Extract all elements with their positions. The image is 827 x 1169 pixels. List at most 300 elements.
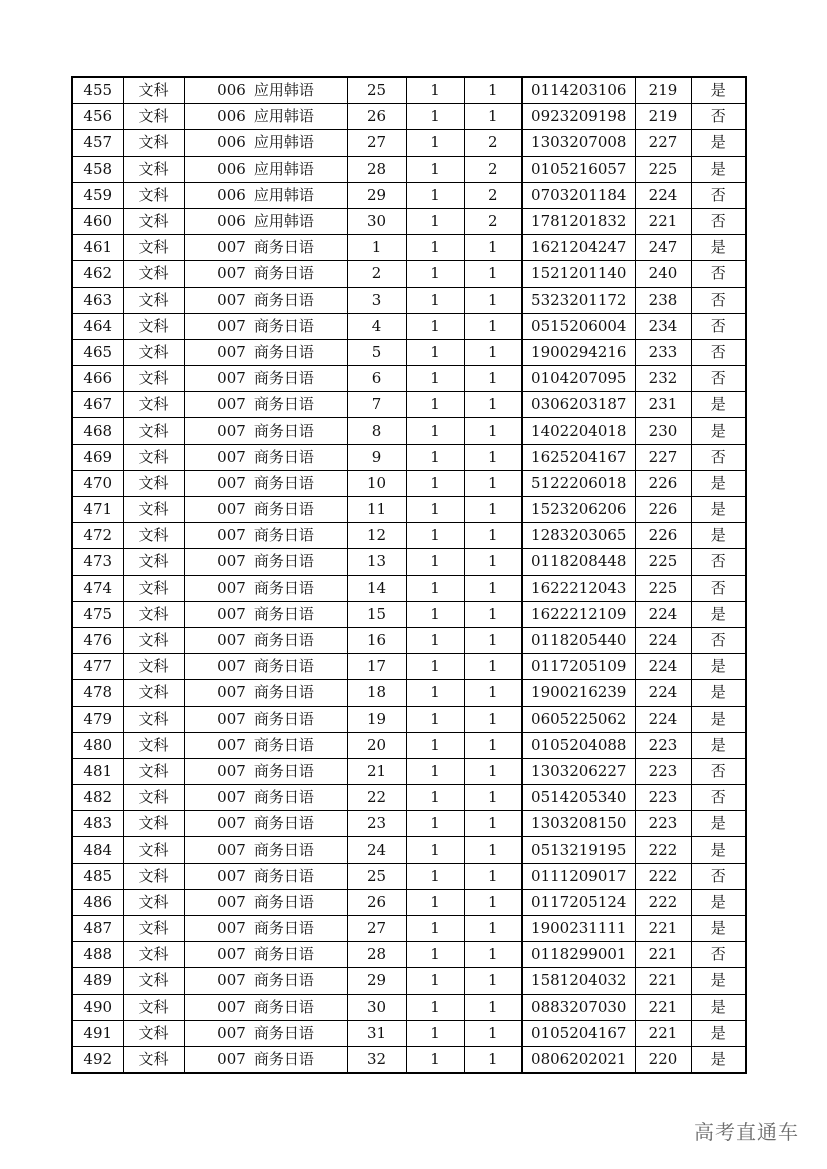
cell-id: 1781201832 [522,208,635,234]
table-row [72,339,746,365]
cell-category: 文科 [123,182,184,208]
cell-score: 223 [635,811,691,837]
cell-rank: 30 [347,994,406,1020]
cell-flag: 否 [691,549,746,575]
major-name: 商务日语 [253,788,314,807]
cell-a: 1 [406,418,464,444]
table-row [72,1020,746,1046]
major-name: 商务日语 [253,604,314,623]
cell-a: 1 [406,470,464,496]
cell-major [184,601,347,627]
table-row [72,523,746,549]
cell-score: 233 [635,339,691,365]
cell-category: 文科 [123,916,184,942]
cell-major [184,313,347,339]
cell-flag: 否 [691,758,746,784]
cell-id: 1900231111 [522,916,635,942]
cell-score: 221 [635,1020,691,1046]
table-row [72,130,746,156]
cell-no: 469 [72,444,123,470]
cell-category: 文科 [123,758,184,784]
major-code: 007 [217,369,246,388]
cell-flag: 是 [691,916,746,942]
cell-no: 466 [72,366,123,392]
cell-category: 文科 [123,235,184,261]
cell-rank: 32 [347,1046,406,1073]
cell-rank: 30 [347,208,406,234]
cell-a: 1 [406,104,464,130]
table-row [72,627,746,653]
cell-no: 476 [72,627,123,653]
admission-table [71,76,747,1074]
cell-no: 457 [72,130,123,156]
cell-b: 1 [464,313,522,339]
cell-score: 227 [635,444,691,470]
cell-score: 227 [635,130,691,156]
major-name: 商务日语 [253,866,314,885]
cell-b: 1 [464,104,522,130]
cell-score: 224 [635,182,691,208]
table-row [72,261,746,287]
cell-rank: 2 [347,261,406,287]
table-row [72,208,746,234]
cell-rank: 3 [347,287,406,313]
table-row [72,863,746,889]
cell-category: 文科 [123,654,184,680]
major-name: 商务日语 [253,290,314,309]
cell-rank: 19 [347,706,406,732]
cell-major [184,916,347,942]
cell-id: 0118205440 [522,627,635,653]
cell-rank: 25 [347,863,406,889]
cell-score: 221 [635,968,691,994]
cell-major [184,811,347,837]
cell-category: 文科 [123,942,184,968]
major-code: 007 [217,657,246,676]
cell-category: 文科 [123,549,184,575]
cell-major [184,523,347,549]
table-row [72,392,746,418]
major-code: 006 [217,185,246,204]
cell-a: 1 [406,287,464,313]
table-row [72,706,746,732]
cell-id: 5122206018 [522,470,635,496]
cell-rank: 16 [347,627,406,653]
cell-score: 219 [635,104,691,130]
major-code: 007 [217,735,246,754]
cell-category: 文科 [123,130,184,156]
cell-major [184,130,347,156]
cell-major [184,837,347,863]
cell-no: 486 [72,889,123,915]
major-code: 007 [217,840,246,859]
table-row [72,994,746,1020]
cell-flag: 否 [691,313,746,339]
cell-category: 文科 [123,994,184,1020]
cell-major [184,863,347,889]
cell-rank: 5 [347,339,406,365]
cell-a: 1 [406,261,464,287]
table-row [72,77,746,104]
table-row [72,1046,746,1073]
cell-score: 224 [635,654,691,680]
cell-score: 247 [635,235,691,261]
cell-rank: 27 [347,130,406,156]
cell-a: 1 [406,366,464,392]
major-name: 商务日语 [253,264,314,283]
cell-b: 1 [464,497,522,523]
major-code: 007 [217,290,246,309]
cell-id: 1521201140 [522,261,635,287]
cell-major [184,994,347,1020]
cell-id: 1622212109 [522,601,635,627]
cell-a: 1 [406,444,464,470]
cell-flag: 是 [691,497,746,523]
cell-major [184,182,347,208]
major-name: 应用韩语 [253,81,314,100]
major-name: 商务日语 [253,997,314,1016]
cell-score: 224 [635,627,691,653]
cell-major [184,968,347,994]
cell-score: 232 [635,366,691,392]
cell-rank: 11 [347,497,406,523]
cell-rank: 27 [347,916,406,942]
major-name: 应用韩语 [253,159,314,178]
cell-no: 475 [72,601,123,627]
cell-no: 472 [72,523,123,549]
cell-score: 223 [635,785,691,811]
cell-rank: 10 [347,470,406,496]
table-row [72,968,746,994]
cell-score: 231 [635,392,691,418]
major-code: 007 [217,814,246,833]
cell-score: 219 [635,77,691,104]
cell-flag: 是 [691,1046,746,1073]
cell-a: 1 [406,549,464,575]
cell-flag: 是 [691,418,746,444]
major-name: 商务日语 [253,945,314,964]
major-code: 007 [217,395,246,414]
table-row [72,313,746,339]
cell-id: 0118299001 [522,942,635,968]
cell-a: 1 [406,1020,464,1046]
cell-flag: 是 [691,968,746,994]
cell-rank: 6 [347,366,406,392]
cell-b: 1 [464,680,522,706]
cell-no: 473 [72,549,123,575]
cell-flag: 是 [691,654,746,680]
cell-major [184,235,347,261]
cell-major [184,758,347,784]
major-name: 商务日语 [253,578,314,597]
major-name: 商务日语 [253,552,314,571]
cell-rank: 22 [347,785,406,811]
cell-score: 240 [635,261,691,287]
cell-id: 0118208448 [522,549,635,575]
cell-score: 222 [635,863,691,889]
major-name: 商务日语 [253,631,314,650]
cell-rank: 18 [347,680,406,706]
cell-b: 1 [464,549,522,575]
cell-b: 2 [464,130,522,156]
major-code: 007 [217,631,246,650]
major-code: 007 [217,1050,246,1069]
major-code: 007 [217,264,246,283]
cell-flag: 是 [691,130,746,156]
cell-a: 1 [406,654,464,680]
cell-b: 1 [464,994,522,1020]
cell-b: 1 [464,811,522,837]
major-name: 商务日语 [253,971,314,990]
cell-category: 文科 [123,601,184,627]
cell-no: 479 [72,706,123,732]
cell-no: 467 [72,392,123,418]
cell-major [184,627,347,653]
cell-major [184,208,347,234]
cell-no: 455 [72,77,123,104]
cell-a: 1 [406,785,464,811]
cell-id: 0703201184 [522,182,635,208]
cell-no: 468 [72,418,123,444]
cell-category: 文科 [123,889,184,915]
cell-b: 2 [464,208,522,234]
major-name: 商务日语 [253,395,314,414]
cell-score: 221 [635,916,691,942]
cell-b: 1 [464,287,522,313]
cell-category: 文科 [123,261,184,287]
cell-flag: 否 [691,208,746,234]
watermark: 高考直通车 [694,1120,799,1144]
major-name: 商务日语 [253,1023,314,1042]
cell-b: 1 [464,758,522,784]
cell-no: 470 [72,470,123,496]
cell-rank: 29 [347,968,406,994]
cell-id: 1625204167 [522,444,635,470]
major-code: 007 [217,971,246,990]
cell-category: 文科 [123,366,184,392]
major-code: 007 [217,1023,246,1042]
cell-rank: 4 [347,313,406,339]
cell-rank: 15 [347,601,406,627]
table-row [72,680,746,706]
cell-major [184,77,347,104]
table-row [72,654,746,680]
cell-flag: 是 [691,994,746,1020]
major-name: 商务日语 [253,814,314,833]
cell-id: 5323201172 [522,287,635,313]
cell-category: 文科 [123,339,184,365]
cell-rank: 14 [347,575,406,601]
cell-b: 1 [464,392,522,418]
cell-major [184,287,347,313]
cell-category: 文科 [123,863,184,889]
cell-score: 221 [635,208,691,234]
major-name: 商务日语 [253,761,314,780]
major-code: 007 [217,761,246,780]
major-code: 007 [217,342,246,361]
cell-a: 1 [406,130,464,156]
cell-flag: 是 [691,732,746,758]
cell-category: 文科 [123,497,184,523]
cell-b: 1 [464,654,522,680]
major-name: 商务日语 [253,657,314,676]
cell-score: 221 [635,942,691,968]
cell-id: 0104207095 [522,366,635,392]
table-body [72,77,746,1073]
table-row [72,287,746,313]
cell-major [184,1046,347,1073]
table-row [72,497,746,523]
major-code: 007 [217,316,246,335]
table-row [72,889,746,915]
cell-major [184,392,347,418]
cell-major [184,680,347,706]
cell-score: 222 [635,837,691,863]
cell-major [184,497,347,523]
cell-no: 465 [72,339,123,365]
major-code: 007 [217,238,246,257]
cell-no: 488 [72,942,123,968]
cell-no: 461 [72,235,123,261]
cell-a: 1 [406,837,464,863]
major-name: 应用韩语 [253,185,314,204]
cell-rank: 7 [347,392,406,418]
cell-a: 1 [406,889,464,915]
cell-flag: 是 [691,77,746,104]
cell-b: 1 [464,785,522,811]
cell-score: 238 [635,287,691,313]
cell-b: 1 [464,575,522,601]
cell-score: 222 [635,889,691,915]
major-name: 商务日语 [253,683,314,702]
cell-a: 1 [406,313,464,339]
cell-b: 1 [464,732,522,758]
cell-a: 1 [406,811,464,837]
cell-category: 文科 [123,392,184,418]
major-name: 商务日语 [253,500,314,519]
cell-b: 1 [464,339,522,365]
major-code: 007 [217,552,246,571]
cell-no: 480 [72,732,123,758]
major-code: 007 [217,892,246,911]
cell-score: 223 [635,732,691,758]
cell-score: 224 [635,680,691,706]
major-code: 007 [217,578,246,597]
cell-flag: 是 [691,811,746,837]
cell-category: 文科 [123,208,184,234]
cell-score: 221 [635,994,691,1020]
cell-category: 文科 [123,1046,184,1073]
cell-a: 1 [406,497,464,523]
cell-category: 文科 [123,287,184,313]
cell-a: 1 [406,77,464,104]
cell-a: 1 [406,1046,464,1073]
cell-rank: 24 [347,837,406,863]
cell-major [184,732,347,758]
cell-id: 0105204088 [522,732,635,758]
cell-id: 0111209017 [522,863,635,889]
cell-score: 226 [635,523,691,549]
table-row [72,837,746,863]
cell-id: 0605225062 [522,706,635,732]
cell-b: 1 [464,863,522,889]
cell-flag: 是 [691,235,746,261]
cell-rank: 21 [347,758,406,784]
cell-id: 0515206004 [522,313,635,339]
major-name: 商务日语 [253,892,314,911]
cell-id: 1622212043 [522,575,635,601]
cell-rank: 20 [347,732,406,758]
cell-id: 0513219195 [522,837,635,863]
cell-id: 1402204018 [522,418,635,444]
cell-a: 1 [406,339,464,365]
cell-b: 1 [464,77,522,104]
major-code: 007 [217,526,246,545]
cell-id: 1303206227 [522,758,635,784]
cell-b: 1 [464,968,522,994]
cell-id: 0105216057 [522,156,635,182]
cell-a: 1 [406,706,464,732]
table-row [72,916,746,942]
cell-b: 1 [464,470,522,496]
cell-a: 1 [406,156,464,182]
cell-a: 1 [406,575,464,601]
cell-no: 459 [72,182,123,208]
cell-id: 1581204032 [522,968,635,994]
table-row [72,366,746,392]
cell-rank: 28 [347,942,406,968]
cell-id: 0514205340 [522,785,635,811]
table-row [72,418,746,444]
cell-id: 1303208150 [522,811,635,837]
cell-score: 230 [635,418,691,444]
cell-score: 225 [635,156,691,182]
cell-rank: 26 [347,889,406,915]
major-name: 商务日语 [253,473,314,492]
cell-flag: 否 [691,182,746,208]
cell-no: 484 [72,837,123,863]
major-name: 商务日语 [253,526,314,545]
cell-flag: 是 [691,706,746,732]
cell-b: 1 [464,1046,522,1073]
cell-a: 1 [406,758,464,784]
cell-flag: 是 [691,601,746,627]
cell-a: 1 [406,627,464,653]
cell-id: 0923209198 [522,104,635,130]
major-code: 007 [217,709,246,728]
cell-flag: 否 [691,444,746,470]
table-row [72,104,746,130]
major-code: 006 [217,159,246,178]
cell-b: 1 [464,235,522,261]
cell-rank: 13 [347,549,406,575]
major-code: 006 [217,107,246,126]
major-name: 商务日语 [253,735,314,754]
cell-flag: 否 [691,339,746,365]
major-name: 商务日语 [253,421,314,440]
major-code: 006 [217,81,246,100]
cell-category: 文科 [123,732,184,758]
major-code: 007 [217,997,246,1016]
cell-flag: 是 [691,680,746,706]
cell-flag: 否 [691,942,746,968]
cell-category: 文科 [123,706,184,732]
cell-major [184,366,347,392]
cell-a: 1 [406,523,464,549]
cell-flag: 否 [691,366,746,392]
major-code: 007 [217,421,246,440]
cell-category: 文科 [123,156,184,182]
